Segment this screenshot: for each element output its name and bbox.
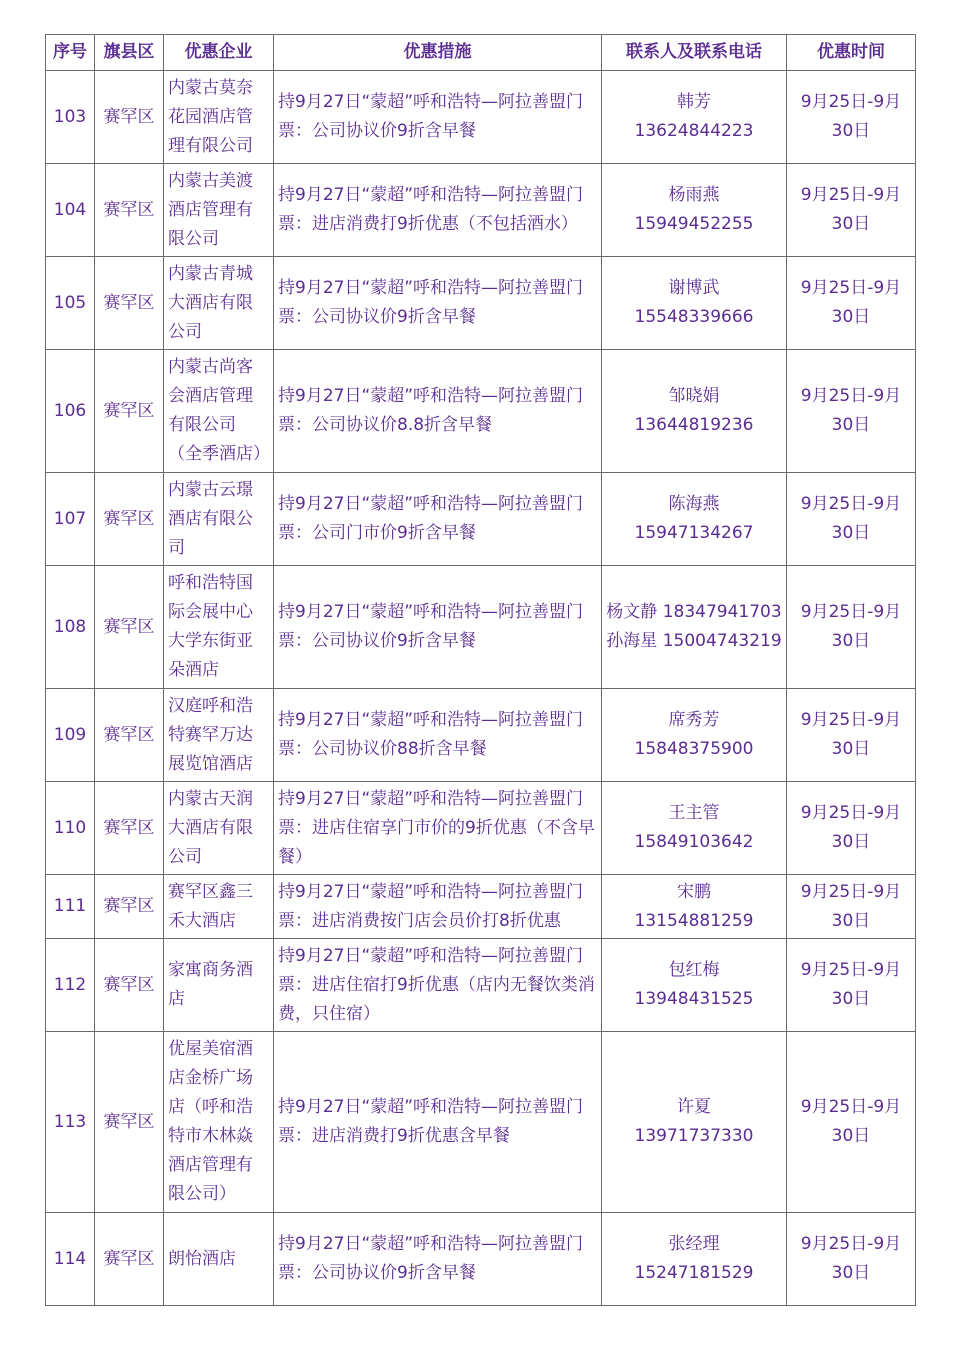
measure-cell: 持9月27日“蒙超”呼和浩特—阿拉善盟门票：公司协议价9折含早餐 bbox=[274, 257, 602, 350]
company-cell: 内蒙古莫奈花园酒店管理有限公司 bbox=[164, 71, 274, 164]
contact-cell-line: 韩芳 bbox=[677, 92, 711, 112]
contact-cell-line: 宋鹏 bbox=[677, 881, 711, 902]
period-cell-line: 30日 bbox=[831, 307, 871, 327]
header-district: 旗县区 bbox=[95, 35, 164, 71]
contact-cell-line: 13644819236 bbox=[634, 415, 754, 435]
period-cell bbox=[787, 566, 916, 689]
serial-no-cell: 112 bbox=[46, 939, 95, 1032]
table-row bbox=[46, 1213, 916, 1306]
contact-cell-line: 13948431525 bbox=[634, 989, 754, 1009]
contact-cell-line: 15849103642 bbox=[634, 832, 754, 852]
contact-cell-line: 杨雨燕 bbox=[668, 185, 720, 205]
contact-cell-line: 15548339666 bbox=[634, 307, 754, 327]
district-cell: 赛罕区 bbox=[95, 1032, 164, 1213]
period-cell-line: 30日 bbox=[831, 1126, 871, 1146]
period-cell-line: 30日 bbox=[831, 631, 871, 651]
period-cell bbox=[787, 350, 916, 473]
company-cell: 内蒙古美渡酒店管理有限公司 bbox=[164, 164, 274, 257]
company-cell: 内蒙古尚客会酒店管理有限公司（全季酒店） bbox=[164, 350, 274, 473]
company-cell: 汉庭呼和浩特赛罕万达展览馆酒店 bbox=[164, 689, 274, 782]
company-cell: 内蒙古天润大酒店有限公司 bbox=[164, 782, 274, 875]
contact-cell bbox=[602, 875, 787, 939]
table-row bbox=[46, 939, 916, 1032]
table-row bbox=[46, 689, 916, 782]
company-cell: 家寓商务酒店 bbox=[164, 939, 274, 1032]
measure-cell: 持9月27日“蒙超”呼和浩特—阿拉善盟门票：公司协议价9折含早餐 bbox=[274, 566, 602, 689]
period-cell bbox=[787, 1213, 916, 1306]
serial-no-cell: 104 bbox=[46, 164, 95, 257]
measure-cell: 持9月27日“蒙超”呼和浩特—阿拉善盟门票：进店住宿打9折优惠（店内无餐饮类消费，只住宿） bbox=[274, 939, 602, 1032]
serial-no-cell: 113 bbox=[46, 1032, 95, 1213]
contact-cell-line: 陈海燕 bbox=[668, 494, 720, 514]
contact-cell-line: 13624844223 bbox=[634, 121, 754, 141]
contact-cell-line: 杨文静 18347941703 bbox=[606, 602, 782, 622]
district-cell: 赛罕区 bbox=[95, 164, 164, 257]
period-cell-line: 30日 bbox=[831, 1263, 871, 1283]
contact-cell-line: 邹晓娟 bbox=[668, 386, 720, 406]
period-cell-line: 30日 bbox=[831, 832, 871, 852]
serial-no-cell: 106 bbox=[46, 350, 95, 473]
contact-cell-line: 席秀芳 bbox=[668, 710, 720, 730]
contact-cell bbox=[602, 689, 787, 782]
contact-cell-line: 13971737330 bbox=[634, 1126, 754, 1146]
serial-no-cell: 103 bbox=[46, 71, 95, 164]
table-row bbox=[46, 782, 916, 875]
period-cell bbox=[787, 71, 916, 164]
district-cell: 赛罕区 bbox=[95, 939, 164, 1032]
period-cell bbox=[787, 1032, 916, 1213]
measure-cell: 持9月27日“蒙超”呼和浩特—阿拉善盟门票：进店消费打9折优惠（不包括酒水） bbox=[274, 164, 602, 257]
measure-cell: 持9月27日“蒙超”呼和浩特—阿拉善盟门票：公司协议价88折含早餐 bbox=[274, 689, 602, 782]
table-row bbox=[46, 71, 916, 164]
period-cell-line: 30日 bbox=[831, 523, 871, 543]
period-cell-line: 9月25日-9月 bbox=[800, 1234, 902, 1254]
contact-cell-line: 13154881259 bbox=[634, 910, 754, 931]
table-row bbox=[46, 257, 916, 350]
table-row bbox=[46, 875, 916, 939]
company-cell: 内蒙古云璟酒店有限公司 bbox=[164, 473, 274, 566]
measure-cell: 持9月27日“蒙超”呼和浩特—阿拉善盟门票：公司协议价9折含早餐 bbox=[274, 71, 602, 164]
district-cell: 赛罕区 bbox=[95, 71, 164, 164]
period-cell-line: 9月25日-9月 bbox=[800, 960, 902, 980]
period-cell-line: 9月25日-9月 bbox=[800, 494, 902, 514]
contact-cell bbox=[602, 473, 787, 566]
contact-cell bbox=[602, 566, 787, 689]
company-cell: 优屋美宿酒店金桥广场店（呼和浩特市木林焱酒店管理有限公司） bbox=[164, 1032, 274, 1213]
district-cell: 赛罕区 bbox=[95, 689, 164, 782]
district-cell: 赛罕区 bbox=[95, 782, 164, 875]
period-cell bbox=[787, 473, 916, 566]
company-cell: 朗怡酒店 bbox=[164, 1213, 274, 1306]
period-cell-line: 30日 bbox=[831, 739, 871, 759]
table-row bbox=[46, 473, 916, 566]
serial-no-cell: 109 bbox=[46, 689, 95, 782]
contact-cell-line: 15848375900 bbox=[634, 739, 754, 759]
period-cell-line: 9月25日-9月 bbox=[800, 602, 902, 622]
company-cell: 赛罕区鑫三禾大酒店 bbox=[164, 875, 274, 939]
period-cell-line: 9月25日-9月 bbox=[800, 1097, 902, 1117]
company-cell: 呼和浩特国际会展中心大学东街亚朵酒店 bbox=[164, 566, 274, 689]
company-cell: 内蒙古青城大酒店有限公司 bbox=[164, 257, 274, 350]
serial-no-cell: 114 bbox=[46, 1213, 95, 1306]
district-cell: 赛罕区 bbox=[95, 257, 164, 350]
period-cell-line: 30日 bbox=[831, 121, 871, 141]
header-serial-no: 序号 bbox=[46, 35, 95, 71]
period-cell-line: 30日 bbox=[831, 214, 871, 234]
contact-cell-line: 王主管 bbox=[668, 803, 720, 823]
measure-cell: 持9月27日“蒙超”呼和浩特—阿拉善盟门票：进店消费按门店会员价打8折优惠 bbox=[274, 875, 602, 939]
period-cell bbox=[787, 939, 916, 1032]
header-company: 优惠企业 bbox=[164, 35, 274, 71]
period-cell-line: 30日 bbox=[831, 910, 871, 931]
period-cell bbox=[787, 257, 916, 350]
table-header-row bbox=[46, 35, 916, 71]
measure-cell: 持9月27日“蒙超”呼和浩特—阿拉善盟门票：公司协议价8.8折含早餐 bbox=[274, 350, 602, 473]
discount-table bbox=[45, 34, 916, 1306]
district-cell: 赛罕区 bbox=[95, 875, 164, 939]
header-period: 优惠时间 bbox=[787, 35, 916, 71]
table-row bbox=[46, 566, 916, 689]
period-cell-line: 9月25日-9月 bbox=[800, 185, 902, 205]
district-cell: 赛罕区 bbox=[95, 350, 164, 473]
contact-cell-line: 张经理 bbox=[668, 1234, 720, 1254]
table-row bbox=[46, 350, 916, 473]
contact-cell-line: 谢博武 bbox=[668, 278, 720, 298]
district-cell: 赛罕区 bbox=[95, 1213, 164, 1306]
measure-cell: 持9月27日“蒙超”呼和浩特—阿拉善盟门票：公司门市价9折含早餐 bbox=[274, 473, 602, 566]
serial-no-cell: 110 bbox=[46, 782, 95, 875]
period-cell bbox=[787, 689, 916, 782]
contact-cell-line: 许夏 bbox=[677, 1097, 711, 1117]
contact-cell bbox=[602, 257, 787, 350]
period-cell bbox=[787, 875, 916, 939]
contact-cell-line: 15947134267 bbox=[634, 523, 754, 543]
period-cell-line: 30日 bbox=[831, 989, 871, 1009]
contact-cell bbox=[602, 71, 787, 164]
contact-cell bbox=[602, 1032, 787, 1213]
contact-cell bbox=[602, 164, 787, 257]
period-cell bbox=[787, 782, 916, 875]
table-row bbox=[46, 164, 916, 257]
period-cell bbox=[787, 164, 916, 257]
contact-cell bbox=[602, 350, 787, 473]
contact-cell-line: 孙海星 15004743219 bbox=[606, 631, 782, 651]
contact-cell bbox=[602, 1213, 787, 1306]
period-cell-line: 9月25日-9月 bbox=[800, 881, 902, 902]
contact-cell-line: 15949452255 bbox=[634, 214, 754, 234]
measure-cell: 持9月27日“蒙超”呼和浩特—阿拉善盟门票：公司协议价9折含早餐 bbox=[274, 1213, 602, 1306]
table-row bbox=[46, 1032, 916, 1213]
period-cell-line: 9月25日-9月 bbox=[800, 710, 902, 730]
measure-cell: 持9月27日“蒙超”呼和浩特—阿拉善盟门票：进店住宿享门市价的9折优惠（不含早餐） bbox=[274, 782, 602, 875]
period-cell-line: 9月25日-9月 bbox=[800, 92, 902, 112]
serial-no-cell: 111 bbox=[46, 875, 95, 939]
district-cell: 赛罕区 bbox=[95, 473, 164, 566]
serial-no-cell: 105 bbox=[46, 257, 95, 350]
period-cell-line: 9月25日-9月 bbox=[800, 386, 902, 406]
measure-cell: 持9月27日“蒙超”呼和浩特—阿拉善盟门票：进店消费打9折优惠含早餐 bbox=[274, 1032, 602, 1213]
contact-cell-line: 15247181529 bbox=[634, 1263, 754, 1283]
contact-cell-line: 包红梅 bbox=[668, 960, 720, 980]
header-measure: 优惠措施 bbox=[274, 35, 602, 71]
period-cell-line: 9月25日-9月 bbox=[800, 278, 902, 298]
period-cell-line: 9月25日-9月 bbox=[800, 803, 902, 823]
contact-cell bbox=[602, 782, 787, 875]
header-contact: 联系人及联系电话 bbox=[602, 35, 787, 71]
district-cell: 赛罕区 bbox=[95, 566, 164, 689]
contact-cell bbox=[602, 939, 787, 1032]
period-cell-line: 30日 bbox=[831, 415, 871, 435]
serial-no-cell: 108 bbox=[46, 566, 95, 689]
serial-no-cell: 107 bbox=[46, 473, 95, 566]
